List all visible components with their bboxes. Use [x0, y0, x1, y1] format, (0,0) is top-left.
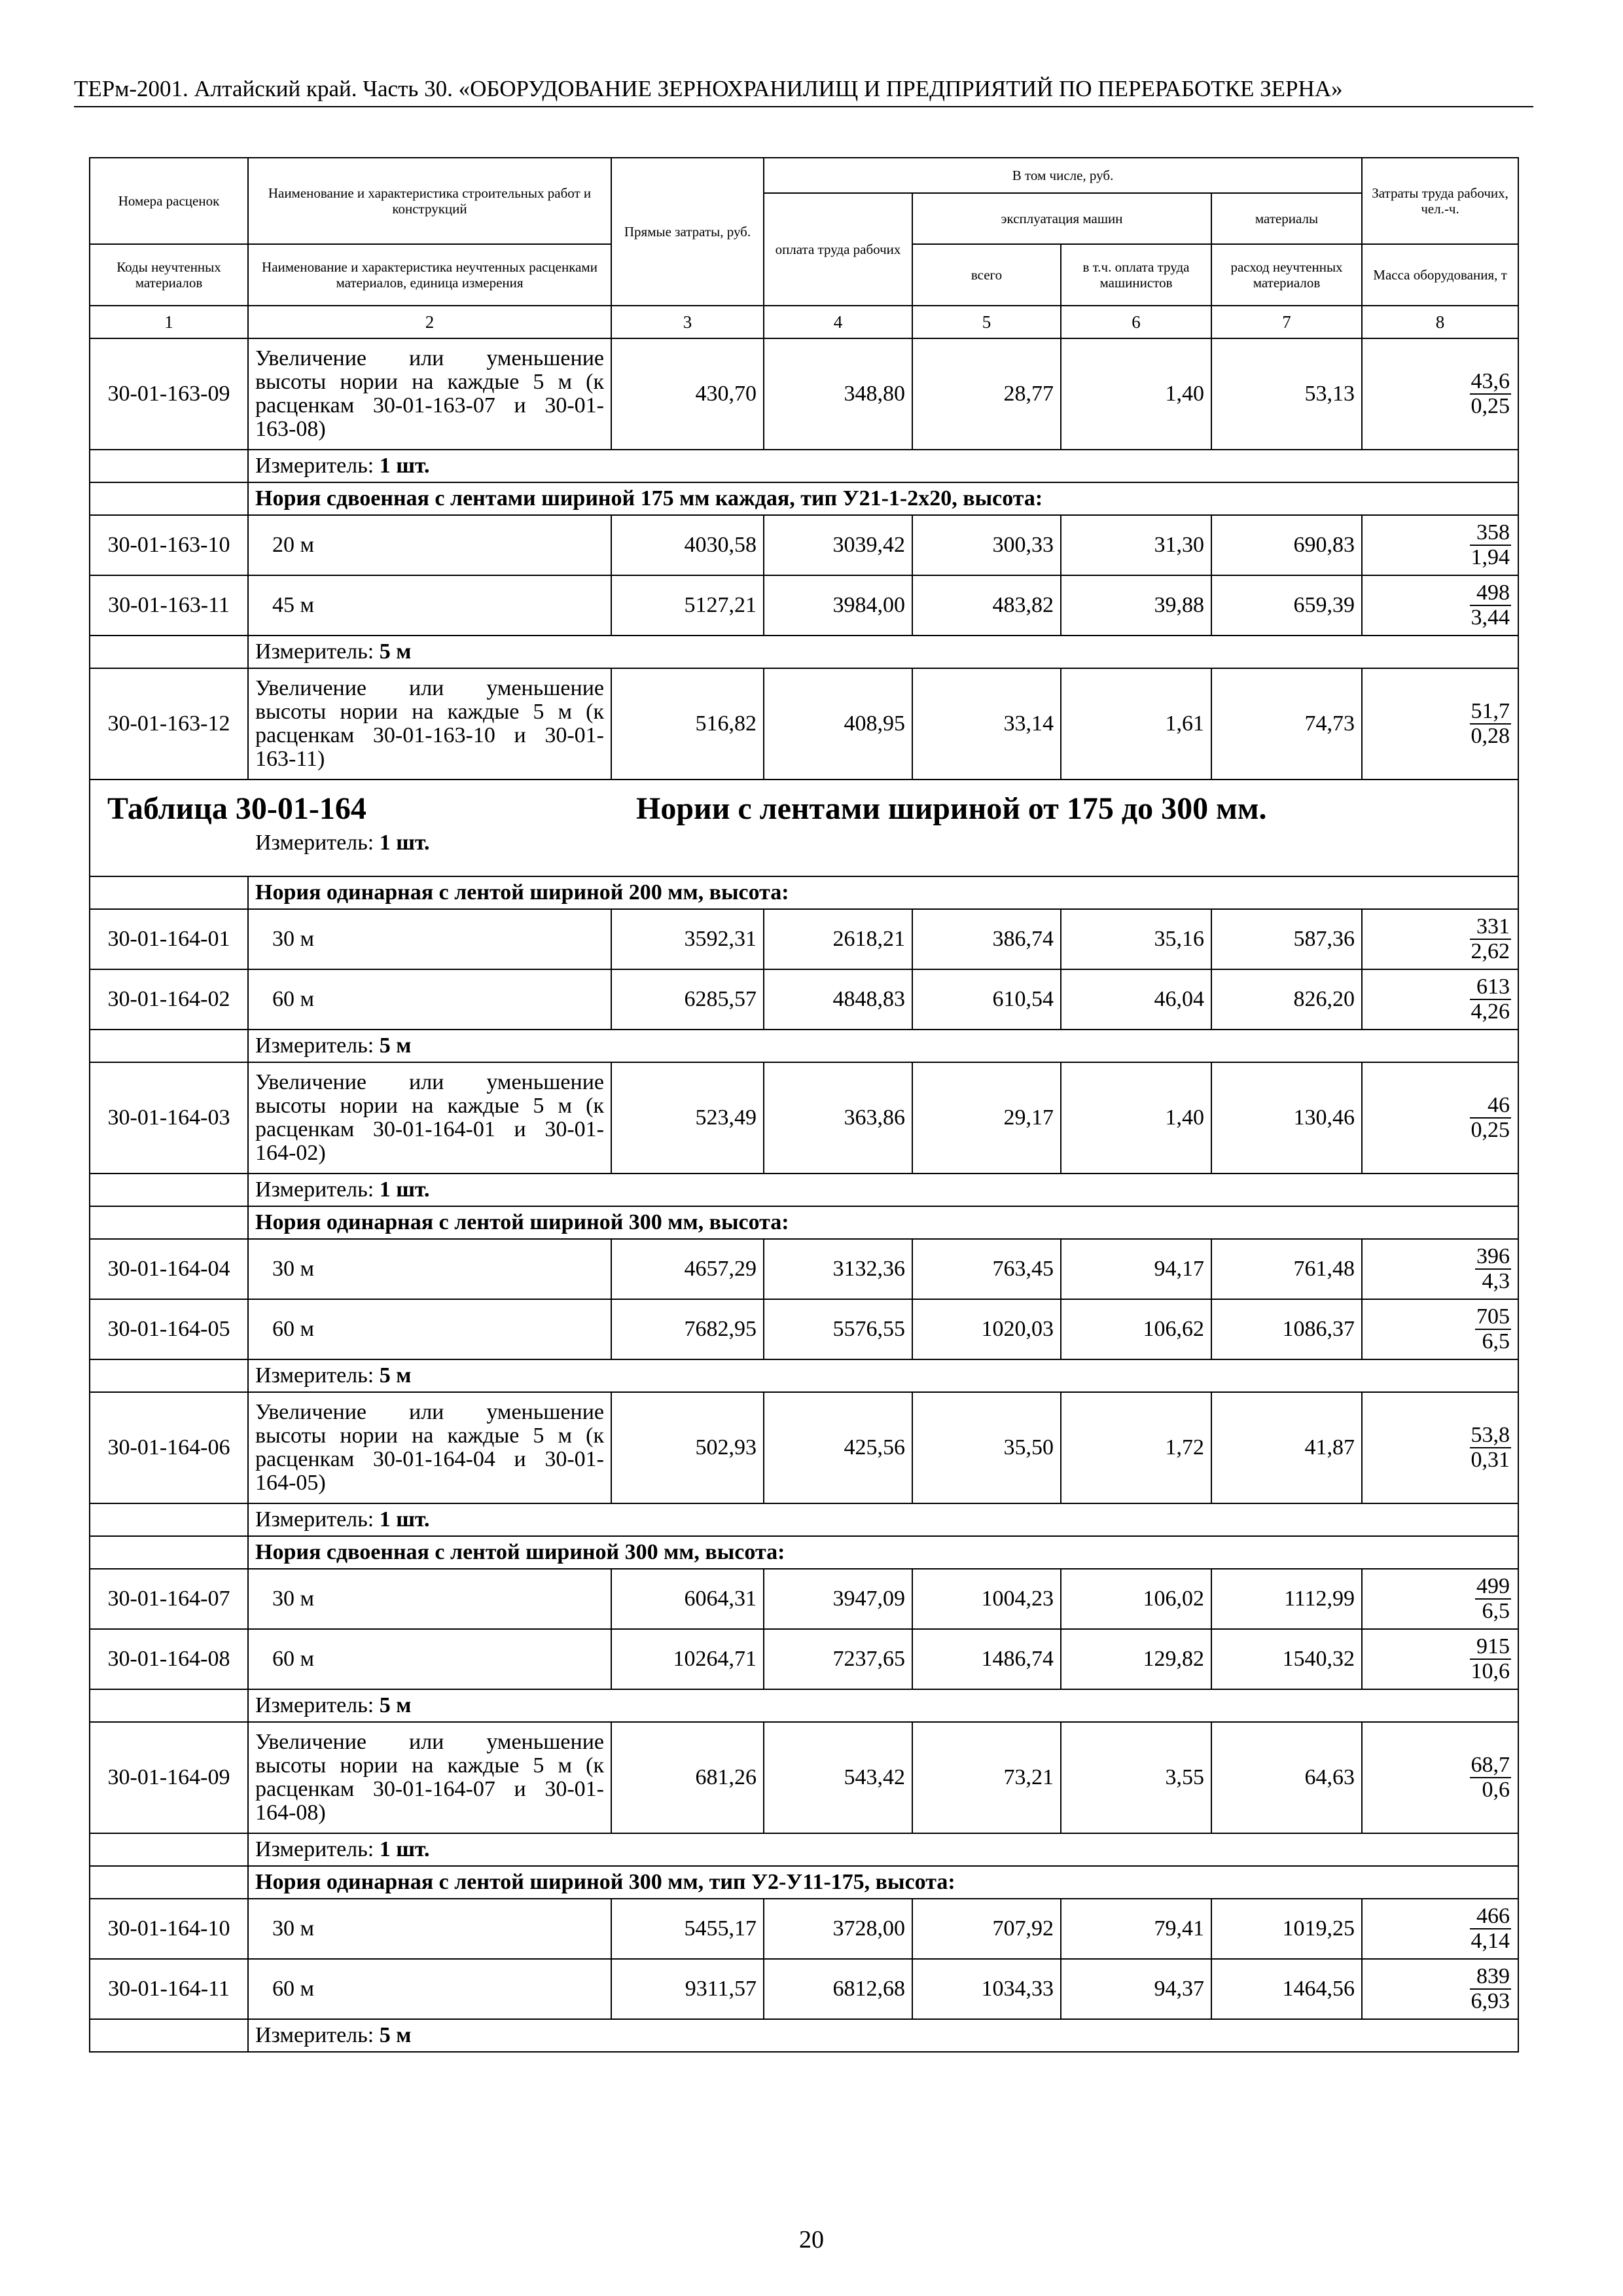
empty-cell — [90, 450, 248, 482]
work-name: Увеличение или уменьшение высоты нории на каждые 5 м (к расценкам 30-01-164-01 и 30-01-164-02) — [248, 1062, 611, 1174]
labor-mass-fraction — [1470, 1094, 1512, 1142]
labor-hours: 466 — [1470, 1905, 1512, 1929]
col-number: 8 — [1362, 306, 1518, 338]
rate-code: 30-01-164-09 — [90, 1722, 248, 1833]
rate-code: 30-01-163-09 — [90, 338, 248, 450]
cost-machine-wages: 1,40 — [1061, 1062, 1211, 1174]
rate-code: 30-01-164-06 — [90, 1392, 248, 1503]
labor-mass-fraction — [1475, 1575, 1511, 1623]
table-row — [90, 1239, 1518, 1299]
cost-materials: 74,73 — [1211, 668, 1362, 780]
unit-measure — [248, 1689, 1518, 1722]
labor-mass-cell — [1362, 1899, 1518, 1959]
cost-materials: 659,39 — [1211, 575, 1362, 636]
col-code-header: Номера расценок — [90, 158, 248, 244]
unit-row — [90, 2019, 1518, 2052]
cost-machine-wages: 94,17 — [1061, 1239, 1211, 1299]
labor-mass-fraction — [1475, 1305, 1511, 1354]
cost-machine-wages: 106,62 — [1061, 1299, 1211, 1359]
empty-cell — [90, 1536, 248, 1569]
col-number: 6 — [1061, 306, 1211, 338]
labor-mass-fraction — [1470, 700, 1512, 748]
rate-code: 30-01-163-11 — [90, 575, 248, 636]
col-including-header: В том числе, руб. — [764, 158, 1362, 193]
col-name-header: Наименование и характеристика строительных работ и конструкций — [248, 158, 611, 244]
table-row — [90, 1629, 1518, 1689]
labor-mass-fraction — [1470, 1753, 1512, 1802]
cost-direct: 523,49 — [611, 1062, 764, 1174]
work-name: Увеличение или уменьшение высоты нории на каждые 5 м (к расценкам 30-01-164-07 и 30-01-164-08) — [248, 1722, 611, 1833]
cost-materials: 1464,56 — [1211, 1959, 1362, 2019]
unit-row — [90, 1503, 1518, 1536]
unit-label: Измеритель: — [255, 1507, 380, 1532]
labor-mass-cell — [1362, 515, 1518, 575]
cost-wages: 3728,00 — [764, 1899, 912, 1959]
unit-label: Измеритель: — [255, 2023, 380, 2047]
table-row — [90, 969, 1518, 1030]
col-number: 5 — [912, 306, 1061, 338]
unit-measure — [107, 827, 1518, 859]
work-name: 60 м — [248, 1299, 611, 1359]
cost-materials: 1112,99 — [1211, 1569, 1362, 1629]
labor-hours: 68,7 — [1471, 1753, 1510, 1777]
rate-code: 30-01-164-07 — [90, 1569, 248, 1629]
unit-value: 5 м — [379, 1363, 412, 1388]
cost-wages: 408,95 — [764, 668, 912, 780]
empty-cell — [90, 1689, 248, 1722]
rate-code: 30-01-164-04 — [90, 1239, 248, 1299]
labor-mass-fraction — [1470, 521, 1512, 569]
unit-row — [90, 1359, 1518, 1392]
cost-wages: 3039,42 — [764, 515, 912, 575]
equipment-mass: 4,26 — [1471, 999, 1510, 1024]
rate-code: 30-01-164-08 — [90, 1629, 248, 1689]
labor-mass-fraction — [1475, 1245, 1511, 1293]
unit-row — [90, 636, 1518, 668]
cost-machine-wages: 79,41 — [1061, 1899, 1211, 1959]
labor-mass-fraction — [1470, 1635, 1512, 1683]
cost-machines: 483,82 — [912, 575, 1061, 636]
cost-machines: 1004,23 — [912, 1569, 1061, 1629]
cost-wages: 7237,65 — [764, 1629, 912, 1689]
equipment-mass: 6,5 — [1482, 1329, 1510, 1354]
labor-hours: 498 — [1470, 581, 1512, 606]
unit-label: Измеритель: — [255, 1837, 380, 1861]
work-name: 60 м — [248, 1629, 611, 1689]
equipment-mass: 6,93 — [1471, 1989, 1510, 2013]
cost-machines: 1020,03 — [912, 1299, 1061, 1359]
unit-value: 1 шт. — [379, 831, 430, 855]
cost-wages: 6812,68 — [764, 1959, 912, 2019]
cost-direct: 502,93 — [611, 1392, 764, 1503]
page-number: 20 — [799, 2226, 824, 2253]
empty-cell — [90, 1030, 248, 1062]
table-row — [90, 1959, 1518, 2019]
cost-wages: 5576,55 — [764, 1299, 912, 1359]
document-header: ТЕРм-2001. Алтайский край. Часть 30. «ОБОРУДОВАНИЕ ЗЕРНОХРАНИЛИЩ И ПРЕДПРИЯТИЙ ПО ПЕРЕРАБОТКЕ ЗЕРНА» — [74, 72, 1533, 107]
cost-materials: 1019,25 — [1211, 1899, 1362, 1959]
cost-wages: 2618,21 — [764, 909, 912, 969]
unit-label: Измеритель: — [255, 639, 380, 664]
table-row — [90, 1299, 1518, 1359]
labor-mass-cell — [1362, 909, 1518, 969]
labor-mass-cell — [1362, 1299, 1518, 1359]
table-row — [90, 1062, 1518, 1174]
col-number: 7 — [1211, 306, 1362, 338]
cost-wages: 348,80 — [764, 338, 912, 450]
cost-direct: 10264,71 — [611, 1629, 764, 1689]
table-row — [90, 668, 1518, 780]
labor-mass-fraction — [1470, 915, 1512, 963]
labor-hours: 705 — [1476, 1304, 1510, 1329]
cost-machines: 610,54 — [912, 969, 1061, 1030]
equipment-mass: 10,6 — [1471, 1659, 1510, 1683]
col-direct-header: Прямые затраты, руб. — [611, 158, 764, 306]
cost-wages: 363,86 — [764, 1062, 912, 1174]
unit-row — [90, 1174, 1518, 1206]
labor-mass-cell — [1362, 575, 1518, 636]
labor-hours: 499 — [1476, 1574, 1510, 1598]
col-labor-header: Затраты труда рабочих, чел.-ч. — [1362, 158, 1518, 244]
cost-direct: 3592,31 — [611, 909, 764, 969]
table-heading-line — [107, 780, 1518, 827]
unit-value: 1 шт. — [379, 1507, 430, 1532]
work-name: 30 м — [248, 1569, 611, 1629]
unit-measure — [248, 636, 1518, 668]
labor-mass-cell — [1362, 1239, 1518, 1299]
column-numbers-row — [90, 306, 1518, 338]
cost-materials: 587,36 — [1211, 909, 1362, 969]
cost-wages: 3984,00 — [764, 575, 912, 636]
cost-materials: 130,46 — [1211, 1062, 1362, 1174]
col-number: 2 — [248, 306, 611, 338]
col-code-sub-header: Коды неучтенных материалов — [90, 244, 248, 306]
unit-row — [90, 1833, 1518, 1866]
table-label: Таблица 30-01-164 — [107, 791, 366, 826]
cost-materials: 690,83 — [1211, 515, 1362, 575]
section-title: Нория сдвоенная с лентами шириной 175 мм каждая, тип У21-1-2х20, высота: — [248, 482, 1518, 515]
work-name: 45 м — [248, 575, 611, 636]
equipment-mass: 0,28 — [1471, 724, 1510, 748]
cost-machine-wages: 1,40 — [1061, 338, 1211, 450]
equipment-mass: 0,31 — [1471, 1448, 1510, 1472]
section-title: Нория одинарная с лентой шириной 300 мм, тип У2-У11-175, высота: — [248, 1866, 1518, 1899]
equipment-mass: 0,6 — [1482, 1778, 1510, 1802]
cost-materials: 761,48 — [1211, 1239, 1362, 1299]
cost-machines: 29,17 — [912, 1062, 1061, 1174]
cost-materials: 53,13 — [1211, 338, 1362, 450]
labor-mass-fraction — [1470, 1905, 1512, 1953]
section-row — [90, 1866, 1518, 1899]
cost-machine-wages: 31,30 — [1061, 515, 1211, 575]
cost-direct: 9311,57 — [611, 1959, 764, 2019]
cost-direct: 516,82 — [611, 668, 764, 780]
empty-cell — [90, 1866, 248, 1899]
unit-label: Измеритель: — [255, 1693, 380, 1717]
unit-value: 1 шт. — [379, 1837, 430, 1861]
section-title: Нория одинарная с лентой шириной 300 мм, высота: — [248, 1206, 1518, 1239]
cost-machine-wages: 3,55 — [1061, 1722, 1211, 1833]
equipment-mass: 4,14 — [1471, 1929, 1510, 1953]
work-name: Увеличение или уменьшение высоты нории на каждые 5 м (к расценкам 30-01-163-10 и 30-01-163-11) — [248, 668, 611, 780]
col-incl-wages-header: в т.ч. оплата труда машинистов — [1061, 244, 1211, 306]
table-row — [90, 1899, 1518, 1959]
cost-wages: 543,42 — [764, 1722, 912, 1833]
rate-code: 30-01-163-12 — [90, 668, 248, 780]
empty-cell — [90, 2019, 248, 2052]
table-heading-row — [90, 780, 1518, 876]
labor-hours: 43,6 — [1471, 369, 1510, 393]
unit-measure — [248, 1030, 1518, 1062]
unit-row — [90, 1030, 1518, 1062]
equipment-mass: 1,94 — [1471, 545, 1510, 569]
labor-mass-fraction — [1470, 1424, 1512, 1472]
cost-machine-wages: 1,61 — [1061, 668, 1211, 780]
rate-code: 30-01-163-10 — [90, 515, 248, 575]
unit-label: Измеритель: — [255, 1033, 380, 1058]
table-row — [90, 1722, 1518, 1833]
cost-materials: 1086,37 — [1211, 1299, 1362, 1359]
unit-measure — [248, 1833, 1518, 1866]
labor-hours: 839 — [1470, 1965, 1512, 1990]
cost-machine-wages: 106,02 — [1061, 1569, 1211, 1629]
col-number: 4 — [764, 306, 912, 338]
section-title: Нория одинарная с лентой шириной 200 мм, высота: — [248, 876, 1518, 909]
unit-measure — [248, 450, 1518, 482]
rate-code: 30-01-164-11 — [90, 1959, 248, 2019]
labor-hours: 358 — [1470, 521, 1512, 546]
labor-mass-cell — [1362, 1959, 1518, 2019]
section-row — [90, 1206, 1518, 1239]
rate-code: 30-01-164-03 — [90, 1062, 248, 1174]
empty-cell — [90, 1206, 248, 1239]
unit-label: Измеритель: — [255, 454, 380, 478]
cost-materials: 41,87 — [1211, 1392, 1362, 1503]
empty-cell — [90, 1174, 248, 1206]
cost-machine-wages: 1,72 — [1061, 1392, 1211, 1503]
empty-cell — [90, 1359, 248, 1392]
labor-mass-cell — [1362, 1392, 1518, 1503]
section-row — [90, 482, 1518, 515]
cost-materials: 1540,32 — [1211, 1629, 1362, 1689]
labor-hours: 46 — [1470, 1094, 1512, 1119]
col-name-sub-header: Наименование и характеристика неучтенных расценками материалов, единица измерения — [248, 244, 611, 306]
equipment-mass: 4,3 — [1482, 1269, 1510, 1293]
equipment-mass: 3,44 — [1471, 605, 1510, 630]
work-name: 30 м — [248, 909, 611, 969]
cost-materials: 64,63 — [1211, 1722, 1362, 1833]
cost-machines: 28,77 — [912, 338, 1061, 450]
work-name: 60 м — [248, 969, 611, 1030]
cost-direct: 5455,17 — [611, 1899, 764, 1959]
labor-mass-fraction — [1470, 581, 1512, 630]
empty-cell — [90, 1503, 248, 1536]
cost-direct: 6285,57 — [611, 969, 764, 1030]
unit-value: 1 шт. — [379, 1177, 430, 1202]
col-wages-header: оплата труда рабочих — [764, 193, 912, 306]
col-number: 1 — [90, 306, 248, 338]
empty-cell — [90, 636, 248, 668]
cost-wages: 4848,83 — [764, 969, 912, 1030]
empty-cell — [90, 876, 248, 909]
col-number: 3 — [611, 306, 764, 338]
work-name: 30 м — [248, 1239, 611, 1299]
col-total-header: всего — [912, 244, 1061, 306]
rate-code: 30-01-164-01 — [90, 909, 248, 969]
work-name: 20 м — [248, 515, 611, 575]
table-row — [90, 338, 1518, 450]
cost-machine-wages: 46,04 — [1061, 969, 1211, 1030]
rate-code: 30-01-164-05 — [90, 1299, 248, 1359]
cost-wages: 3947,09 — [764, 1569, 912, 1629]
labor-mass-cell — [1362, 1722, 1518, 1833]
section-row — [90, 1536, 1518, 1569]
unit-measure — [248, 2019, 1518, 2052]
col-machines-header: эксплуатация машин — [912, 193, 1211, 244]
cost-direct: 6064,31 — [611, 1569, 764, 1629]
cost-machines: 1486,74 — [912, 1629, 1061, 1689]
table-row — [90, 909, 1518, 969]
labor-mass-cell — [1362, 1569, 1518, 1629]
cost-direct: 7682,95 — [611, 1299, 764, 1359]
work-name: 60 м — [248, 1959, 611, 2019]
table-title: Нории с лентами шириной от 175 до 300 мм. — [636, 791, 1267, 826]
empty-cell — [90, 482, 248, 515]
cost-machines: 386,74 — [912, 909, 1061, 969]
cost-direct: 4030,58 — [611, 515, 764, 575]
equipment-mass: 0,25 — [1471, 394, 1510, 418]
labor-mass-cell — [1362, 668, 1518, 780]
labor-mass-fraction — [1470, 370, 1512, 418]
cost-machines: 73,21 — [912, 1722, 1061, 1833]
cost-machines: 300,33 — [912, 515, 1061, 575]
empty-cell — [90, 1833, 248, 1866]
labor-mass-cell — [1362, 338, 1518, 450]
table-heading — [90, 780, 1518, 876]
section-title: Нория сдвоенная с лентой шириной 300 мм, высота: — [248, 1536, 1518, 1569]
cost-machine-wages: 94,37 — [1061, 1959, 1211, 2019]
labor-hours: 53,8 — [1471, 1423, 1510, 1447]
labor-mass-cell — [1362, 1629, 1518, 1689]
cost-direct: 5127,21 — [611, 575, 764, 636]
unit-row — [90, 1689, 1518, 1722]
labor-hours: 915 — [1470, 1635, 1512, 1660]
work-name: 30 м — [248, 1899, 611, 1959]
cost-wages: 3132,36 — [764, 1239, 912, 1299]
col-materials-header: материалы — [1211, 193, 1362, 244]
cost-wages: 425,56 — [764, 1392, 912, 1503]
table-row — [90, 1392, 1518, 1503]
table-row — [90, 515, 1518, 575]
unit-value: 5 м — [379, 639, 412, 664]
equipment-mass: 0,25 — [1471, 1118, 1510, 1142]
labor-mass-cell — [1362, 1062, 1518, 1174]
labor-mass-fraction — [1470, 975, 1512, 1024]
unit-measure — [248, 1359, 1518, 1392]
unit-label: Измеритель: — [255, 1363, 380, 1388]
labor-hours: 331 — [1470, 915, 1512, 940]
equipment-mass: 6,5 — [1482, 1599, 1510, 1623]
rate-code: 30-01-164-02 — [90, 969, 248, 1030]
work-name: Увеличение или уменьшение высоты нории на каждые 5 м (к расценкам 30-01-163-07 и 30-01-163-08) — [248, 338, 611, 450]
labor-mass-cell — [1362, 969, 1518, 1030]
cost-materials: 826,20 — [1211, 969, 1362, 1030]
labor-hours: 51,7 — [1471, 699, 1510, 723]
cost-direct: 681,26 — [611, 1722, 764, 1833]
unit-value: 1 шт. — [379, 454, 430, 478]
cost-machines: 1034,33 — [912, 1959, 1061, 2019]
equipment-mass: 2,62 — [1471, 939, 1510, 963]
col-mass-header: Масса оборудования, т — [1362, 244, 1518, 306]
cost-machines: 35,50 — [912, 1392, 1061, 1503]
cost-direct: 430,70 — [611, 338, 764, 450]
cost-machines: 707,92 — [912, 1899, 1061, 1959]
cost-machine-wages: 39,88 — [1061, 575, 1211, 636]
unit-row — [90, 450, 1518, 482]
unit-value: 5 м — [379, 1033, 412, 1058]
cost-machine-wages: 35,16 — [1061, 909, 1211, 969]
unit-value: 5 м — [379, 2023, 412, 2047]
cost-machine-wages: 129,82 — [1061, 1629, 1211, 1689]
unit-label: Измеритель: — [255, 831, 380, 855]
table-row — [90, 1569, 1518, 1629]
unit-measure — [248, 1503, 1518, 1536]
cost-direct: 4657,29 — [611, 1239, 764, 1299]
work-name: Увеличение или уменьшение высоты нории на каждые 5 м (к расценкам 30-01-164-04 и 30-01-164-05) — [248, 1392, 611, 1503]
rate-code: 30-01-164-10 — [90, 1899, 248, 1959]
unit-value: 5 м — [379, 1693, 412, 1717]
labor-hours: 613 — [1470, 975, 1512, 1000]
col-consumption-header: расход неучтенных материалов — [1211, 244, 1362, 306]
rates-table — [89, 157, 1519, 2053]
cost-machines: 33,14 — [912, 668, 1061, 780]
table-row — [90, 575, 1518, 636]
unit-measure — [248, 1174, 1518, 1206]
labor-mass-fraction — [1470, 1965, 1512, 2013]
cost-machines: 763,45 — [912, 1239, 1061, 1299]
labor-hours: 396 — [1476, 1244, 1510, 1268]
unit-label: Измеритель: — [255, 1177, 380, 1202]
section-row — [90, 876, 1518, 909]
